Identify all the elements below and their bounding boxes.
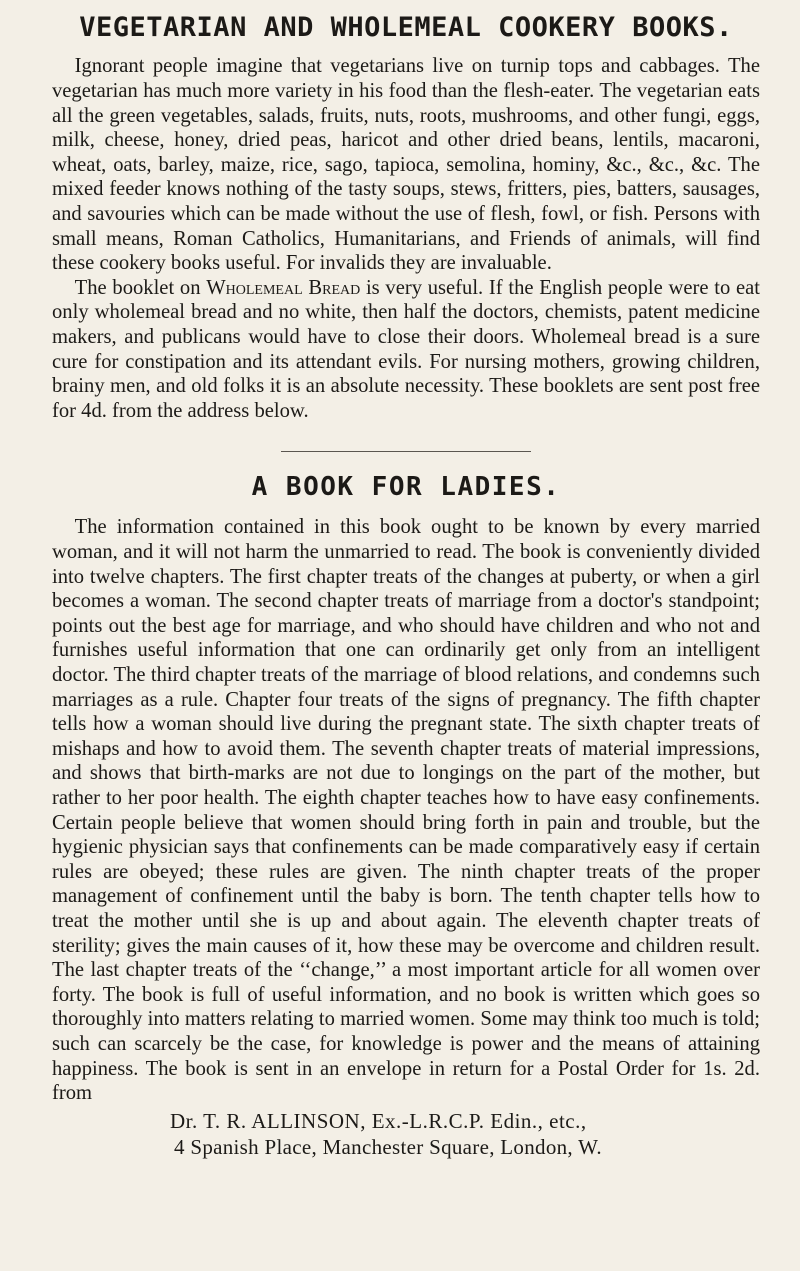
section-divider — [281, 451, 531, 452]
page-heading: VEGETARIAN AND WHOLEMEAL COOKERY BOOKS. — [79, 12, 733, 43]
intro-paragraph: Ignorant people imagine that vegetarians live on turnip tops and cabbages. The vegetarian has much more variety in his food than the flesh-eater. The vegetarian eats all the green vegetables, salads, fruits, nuts, roots, mushrooms, and other fungi, eggs, milk, cheese, honey, dried peas, haricot and other dried beans, lentils, macaroni, wheat, oats, barley, maize, rice, sago, tapioca, semolina, hominy, &c., &c., &c. The mixed feeder knows nothing of the tasty soups, stews, fritters, pies, batters, sausages, and savouries which can be made without the use of flesh, fowl, or fish. Persons with small means, Roman Catholics, Humanitarians, and Friends of animals, will find these cookery books useful. For invalids they are invaluable. — [52, 55, 760, 275]
signature-address: 4 Spanish Place, Manchester Square, London, W. — [174, 1134, 602, 1159]
section-heading: A BOOK FOR LADIES. — [251, 472, 561, 503]
bread-booklet-title: Wholemeal Bread — [206, 276, 361, 299]
signature-block — [52, 1108, 760, 1160]
bread-paragraph-body: is very useful. If the English people were to eat only wholemeal bread and no white, then half the doctors, chemists, patent medicine makers, and publicans would have to close their doors. Wholemeal bread is a sure cure for constipation and its attendant evils. For nursing mothers, growing children, brainy men, and old folks it is an absolute necessity. These booklets are sent post free for 4d. from the address below. — [52, 276, 760, 422]
signature-name: Dr. T. R. ALLINSON, Ex.-L.R.C.P. Edin., etc., — [170, 1108, 587, 1133]
ladies-paragraph: The information contained in this book ought to be known by every married woman, and it will not harm the unmarried to read. The book is conveniently divided into twelve chapters. The first chapter treats of the changes at puberty, or when a girl becomes a woman. The second chapter treats of marriage from a doctor's standpoint; points out the best age for marriage, and who should have children and who not and furnishes useful information that one can ordinarily get only from an intelligent doctor. The third chapter treats of the marriage of blood relations, and condemns such marriages as a rule. Chapter four treats of the signs of pregnancy. The fifth chapter tells how a woman should live during the pregnant state. The sixth chapter treats of mishaps and how to avoid them. The seventh chapter treats of material impressions, and shows that birth-marks are not due to longings on the part of the mother, but rather to her poor health. The eighth chapter teaches how to have easy confinements. Certain people believe that women should bring forth in pain and trouble, but the hygienic physician says that confinements can be made comparatively easy if certain rules are obeyed; these rules are given. The ninth chapter treats of the proper management of confinement until the baby is born. The tenth chapter tells how to treat the mother until she is up and about again. The eleventh chapter treats of sterility; gives the main causes of it, how these may be overcome and children result. The last chapter treats of the ‘‘change,’’ a most important article for all women over forty. The book is full of useful information, and no book is written which goes so thoroughly into matters relating to married women. Some may think too much is told; such can scarcely be the case, for knowledge is power and the means of attaining happiness. The book is sent in an envelope in return for a Postal Order for 1s. 2d. from — [52, 516, 760, 1105]
bread-paragraph — [52, 276, 760, 424]
bread-paragraph-lead: The booklet on — [74, 276, 207, 299]
